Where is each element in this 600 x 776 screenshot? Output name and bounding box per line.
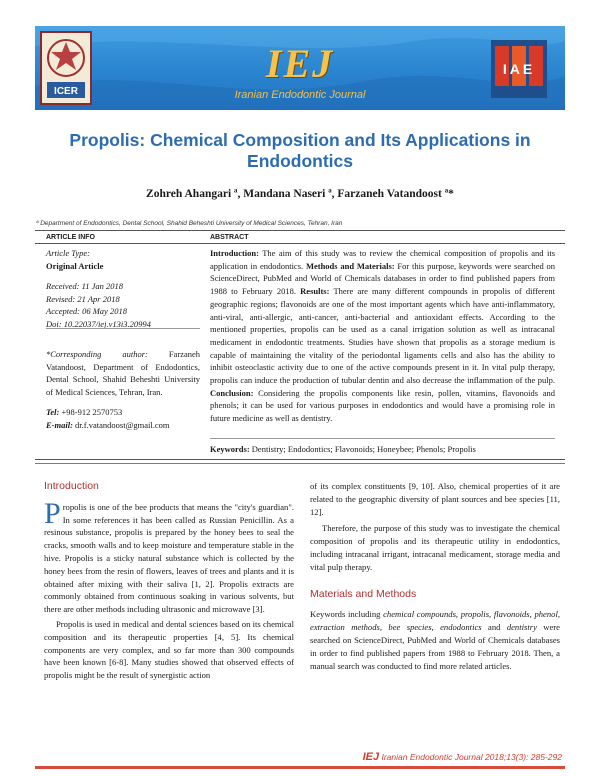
email-label: E-mail:: [46, 419, 73, 430]
methods-text: For this purpose, keywords were searched on ScienceDirect, PubMed and World of Chemicals databases in order to find published papers from 1988 to February 2018.: [210, 260, 556, 297]
email-value[interactable]: dr.f.vatandoost@gmail.com: [75, 419, 170, 430]
author-list: Zohreh Ahangari ª, Mandana Naseri ª, Farzaneh Vatandoost ª*: [146, 188, 454, 200]
conclusion-text: Considering the propolis components like resin, pollen, vitamins, flavonoids and phenols; it can be used for various purposes in endodontics and would have a promising role in future medicine as well as dentistry.: [210, 387, 556, 424]
keywords: [210, 444, 555, 454]
intro-label: Introduction:: [210, 248, 259, 258]
body-left-column: [44, 480, 294, 684]
article-title: Propolis: Chemical Composition and Its Applications in Endodontics: [69, 130, 531, 171]
results-label: Results:: [300, 286, 330, 297]
divider: [35, 230, 565, 231]
email: [46, 419, 200, 432]
footer-citation-text: Iranian Endodontic Journal 2018;13(3): 285-292: [381, 752, 562, 762]
methods-heading: Materials and Methods: [310, 587, 417, 600]
telephone: [46, 406, 200, 419]
drop-cap: P: [44, 496, 61, 530]
corresponding-author: [46, 348, 200, 398]
article-info-heading: ARTICLE INFO: [46, 234, 95, 241]
methods-paragraph-1: Keywords including chemical compounds, propolis, flavonoids, phenol, extraction methods, bee species, endodontics and dentistry were searched on ScienceDirect, PubMed and World of Chemicals databases in order to find published papers from 1988 to February 2018. Then, a manual search was conducted to find more related articles.: [310, 609, 560, 671]
abstract-heading: ABSTRACT: [210, 234, 249, 241]
journal-short-name: IEJ: [265, 41, 335, 86]
tel-value: +98-912 2570753: [61, 407, 123, 417]
keywords-label: Keywords:: [210, 444, 250, 454]
divider: [35, 459, 565, 460]
article-info-panel: [46, 247, 200, 431]
revised-date: Revised: 21 Apr 2018: [46, 293, 120, 304]
body-right-column: [310, 480, 560, 674]
corresponding-label: *Corresponding author:: [46, 349, 148, 359]
footer-line: [35, 766, 565, 769]
conclusion-label: Conclusion:: [210, 387, 254, 398]
author-affiliation: ª Department of Endodontics, Dental School, Shahid Beheshti University of Medical Sciences, Tehran, Iran: [36, 220, 343, 227]
abstract-divider: [210, 438, 555, 439]
accepted-date: Accepted: 06 May 2018: [46, 306, 127, 316]
intro-paragraph-1: Propolis is one of the bee products that means the "city's guardian". In some references it has been called as Russian Penicillin. As a resinous substance, propolis is prepared by the honey bees to seal the cracks, smooth walls and to keep moisture and temperature stable in the hive. Propolis is a sticky natural substance which is collected by the honey bees from the resin of flowers, leaves of trees and plants and it is obtained after mixing with their saliva [1, 2]. Propolis extracts are commonly obtained from continuous soaking in various solvents, but there are other methods including ultrasonic and microwave [3].: [44, 496, 294, 615]
intro-paragraph-4: Therefore, the purpose of this study was to investigate the chemical composition of propolis and its therapeutic utility in endodontics, including intracanal irrigant, intracanal medicament, storage media and vital pulp therapy.: [310, 523, 560, 572]
introduction-heading: Introduction: [44, 480, 99, 492]
article-type-value: Original Article: [46, 260, 104, 271]
intro-paragraph-2: Propolis is used in medical and dental sciences based on its chemical composition and its therapeutic properties [4, 5]. Its chemical components are very complex, and so far more than 300 compounds have been known [6-8]. Many studies showed that observed effects of propolis might be the result of synergistic action: [44, 618, 294, 681]
corresponding-text: Farzaneh Vatandoost, Department of Endodontics, Dental School, Shahid Beheshti University of Medical Sciences, Tehran, Iran.: [46, 349, 200, 397]
keywords-text: Dentistry; Endodontics; Flavonoids; Honeybee; Phenols; Propolis: [251, 444, 476, 454]
divider-red: [35, 463, 565, 464]
sidebar-divider: [46, 328, 200, 329]
iae-logo-text: IAE: [502, 61, 536, 77]
methods-label: Methods and Materials:: [305, 260, 395, 271]
doi[interactable]: Doi: 10.22037/iej.v13i3.20994: [46, 318, 151, 329]
intro-paragraph-3: of its complex constituents [9, 10]. Also, chemical properties of it are related to the geographic diversity of plant sources and bee species [11, 12].: [310, 481, 560, 517]
iae-logo: [491, 40, 547, 98]
footer-citation: [363, 751, 562, 763]
tel-label: Tel:: [46, 407, 60, 417]
article-type-label: Article Type:: [46, 248, 90, 258]
divider: [35, 243, 565, 244]
footer-journal-short: IEJ: [362, 751, 380, 763]
journal-full-name: Iranian Endodontic Journal: [234, 89, 366, 101]
results-text: There are many different compounds in propolis of different geographic regions; flavonoids are one of the most important agents which have anti-inflammatory, anti-viral, anti-allergic, anti-cancer, anti-bacterial and antioxidant effects. According to the mentioned properties, propolis can be used as a canal irrigation solution as well as intracanal medicament in endodontic treatments. Studies have shown that propolis as a storage medium is capable of maintaining the vitality of the periodontal ligaments cells and also has the ability to inhibit osteoclastic activity due to one of the active compounds present in it. In vital pulp therapy, propolis can induce the production of tubular dentin and also decrease the inflammation of the pulp.: [210, 286, 555, 386]
abstract-text: [210, 247, 555, 425]
icer-logo-text: ICER: [54, 86, 78, 97]
received-date: Received: 11 Jan 2018: [46, 281, 124, 291]
journal-banner: [35, 26, 565, 110]
intro-text: The aim of this study was to review the chemical composition of propolis and its application in endodontics.: [210, 248, 555, 271]
